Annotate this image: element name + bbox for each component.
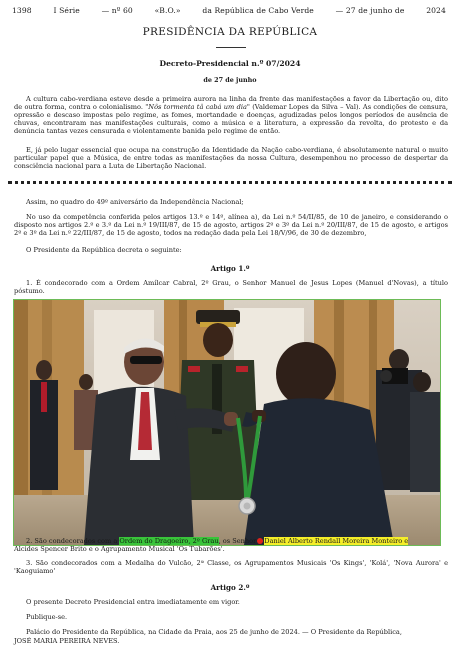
ceremony-photo [14,300,440,545]
bulletin-name: «B.O.» [154,6,181,15]
title-divider [216,47,246,48]
publication-date: — 27 de junho de [335,6,405,15]
ceremony-photo-illustration [14,300,440,545]
song-quote: "Nôs tormenta tâ cabá um dia" [145,103,250,112]
preamble-paragraph-1: A cultura cabo-verdiana esteve desde a primeira aurora na linha da frente das manifestações a favor da Libertação ou, dito de outra forma, contra o colonialismo. "Nôs tormenta tâ cabá um dia" (Valdemar Lopes da Silva – Val). As condições de censura, opressão e descaso impostas pelo regime, as fomes, mortandade e doenças, agudizadas pelos longos períodos de ausência de chuvas, encontraram nas manifestações culturais, como a música e a literatura, a expressão da revolta, do protesto e da denúncia tantas vezes censurada e violentamente banida pelo regime de então. [14,95,448,136]
series: I Série [53,6,80,15]
signature: JOSÉ MARIA PEREIRA NEVES. [14,637,120,645]
page-header [12,6,446,18]
legal-basis-paragraph: No uso da competência conferida pelos artigos 13.º e 14º, alínea a), da Lei n.º 54/II/85, de 10 de janeiro, e considerando o disposto nos artigos 2.º e 3.º da Lei n.º 19/III/87, de 15 de agosto, artigos 2º e 3º da Lei n.º 20/III/87, de 15 de agosto, e artigos 2º e 3º da Lei n.º 22/III/87, de 15 de agosto, todos na redação dada pela Lei 18/V/96, de 30 de dezembro, [14,213,448,238]
article-1-item-1: 1. É condecorado com a Ordem Amílcar Cabral, 2º Grau, o Senhor Manuel de Jesus Lopes (Manuel d'Novas), a título póstumo. [14,279,448,296]
section-title: PRESIDÊNCIA DA REPÚBLICA [142,26,318,38]
article-1-item-3: 3. São condecorados com a Medalha do Vulcão, 2ª Classe, os Agrupamentos Musicais 'Os Kings', 'Kolá', 'Nova Aurora' e 'Kaoguiamo' [14,559,448,576]
body-paragraph-1: Assim, no quadro do 49º aniversário da Independência Nacional; [26,198,244,206]
article-2-heading: Artigo 2.º [210,583,250,592]
publication-year: 2024 [426,6,446,15]
red-marker [257,538,263,544]
issue-number: — nº 60 [101,6,133,15]
page-number: 1398 [12,6,32,15]
decrees-paragraph: O Presidente da República decreta o seguinte: [26,246,182,254]
decree-date: de 27 de junho [203,76,257,84]
article-1-heading: Artigo 1.º [210,264,250,273]
publication-name: da República de Cabo Verde [202,6,314,15]
dotted-divider [8,181,452,184]
preamble-paragraph-2: E, já pelo lugar essencial que ocupa na construção da Identidade da Nação cabo-verdiana, é absolutamente natural o muito particular papel que a Música, de entre todas as manifestações da nossa Cultura, desempenhou no processo de despertar da consciência nacional para a Luta de Libertação Nacional. [14,146,448,171]
publish-line: Publique-se. [26,613,68,621]
article-2-text: O presente Decreto Presidencial entra imediatamente em vigor. [26,598,240,606]
order-highlight: Ordem do Dragoeiro, 2º Grau [119,537,219,545]
closing-place: Palácio do Presidente da República, na Cidade da Praia, aos 25 de junho de 2024. — O Presidente da República, [26,628,402,636]
name-highlight: Daniel Alberto Rendall Moreira Monteiro e [264,537,409,545]
article-1-item-2: 2. São condecorados com a Ordem do Dragoeiro, 2º Grau, os Senhor Daniel Alberto Rendall Moreira Monteiro e Alcides Spencer Brito e o Agrupamento Musical 'Os Tubarões'. [14,537,409,554]
decree-title: Decreto-Presidencial n.º 07/2024 [159,59,301,68]
